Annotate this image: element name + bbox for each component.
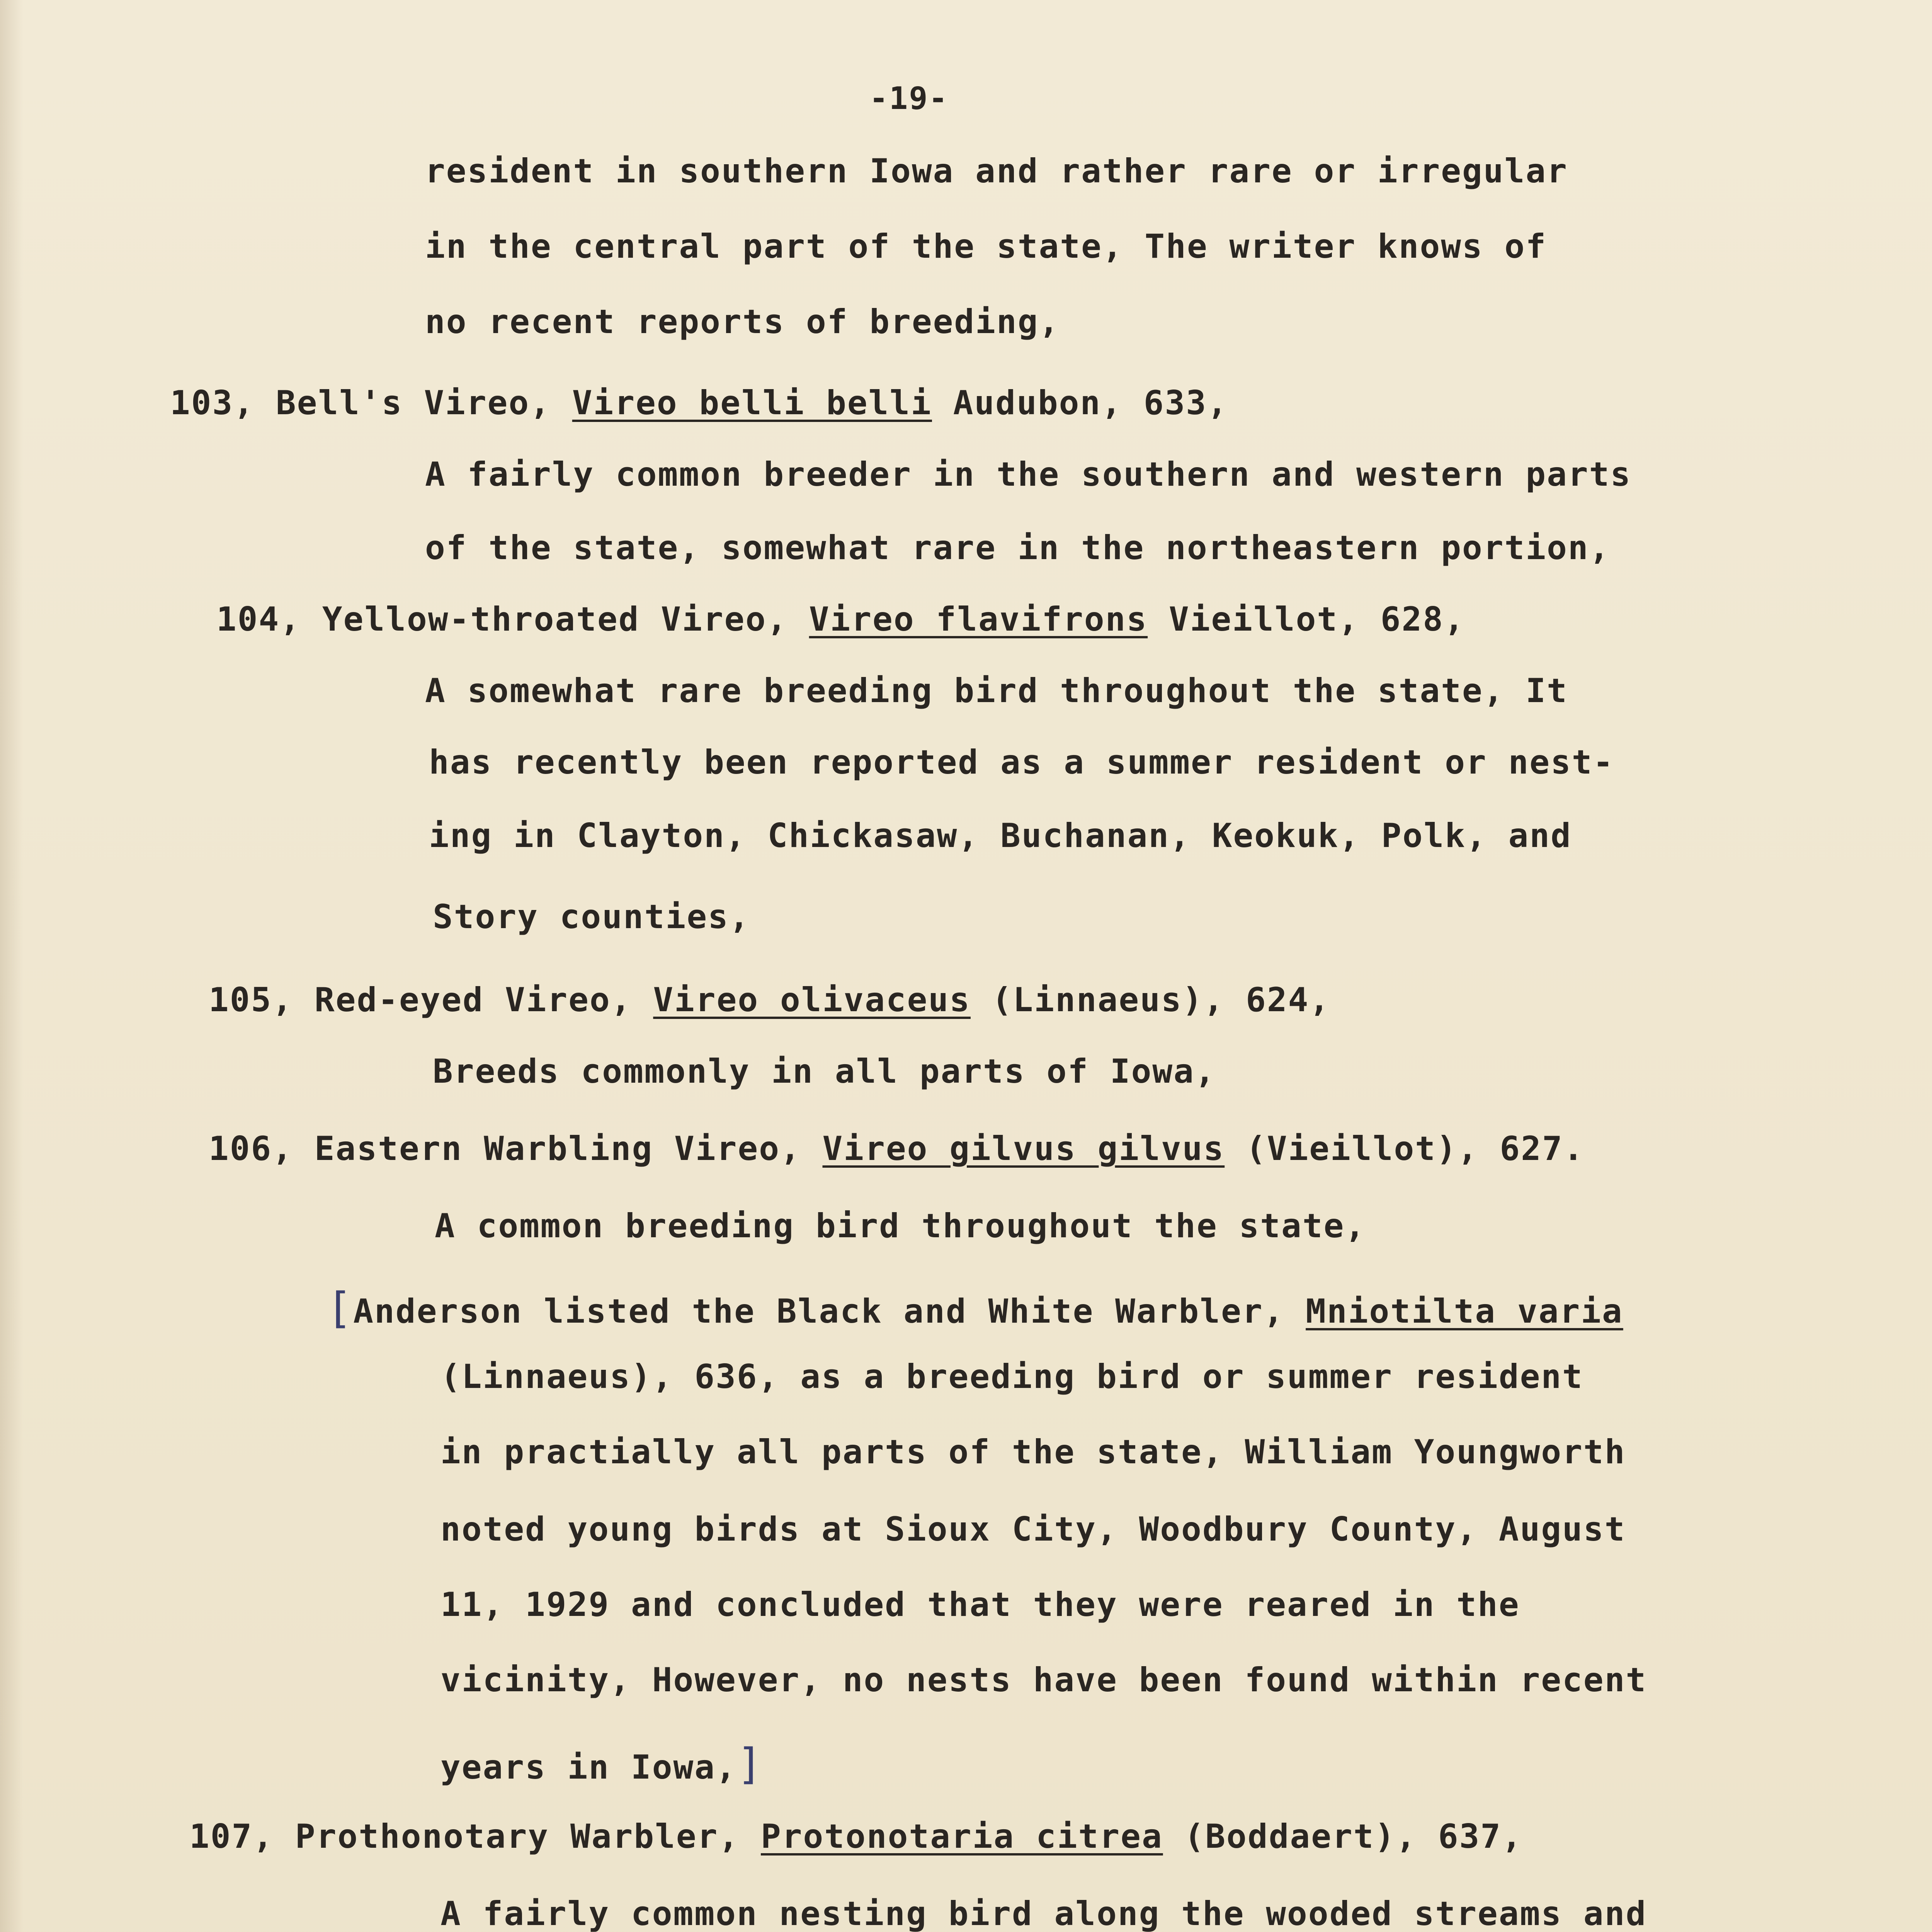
entry-104-heading <box>216 600 1465 639</box>
scientific-name: Protonotaria citrea <box>760 1817 1163 1856</box>
intro-line-2: in the central part of the state, The writer knows of <box>425 227 1547 266</box>
entry-number: 105, <box>209 981 294 1019</box>
note-anderson-line-1 <box>327 1283 1623 1333</box>
note-text: Anderson listed the Black and White Warbler, <box>353 1292 1285 1331</box>
authority: (Boddaert), 637, <box>1184 1817 1523 1856</box>
entry-104-description-4: Story counties, <box>433 898 750 936</box>
note-anderson-line-2: (Linnaeus), 636, as a breeding bird or summer resident <box>440 1357 1583 1396</box>
authority: Vieillot, 628, <box>1168 600 1465 639</box>
scientific-name: Vireo flavifrons <box>809 600 1148 639</box>
entry-103-heading <box>170 386 1228 420</box>
common-name: Eastern Warbling Vireo, <box>314 1129 801 1168</box>
authority: Audubon, 633, <box>953 384 1228 422</box>
authority: (Vieillot), 627. <box>1246 1129 1585 1168</box>
entry-107-description-1: A fairly common nesting bird along the wooded streams and <box>440 1895 1647 1932</box>
entry-106-description-1: A common breeding bird throughout the state, <box>435 1207 1366 1245</box>
entry-105-description-1: Breeds commonly in all parts of Iowa, <box>433 1052 1216 1091</box>
scientific-name: Vireo belli belli <box>572 384 932 422</box>
note-text: years in Iowa, <box>440 1748 737 1787</box>
note-anderson-line-4: noted young birds at Sioux City, Woodbury County, August <box>440 1510 1626 1549</box>
note-anderson-line-7 <box>440 1739 764 1789</box>
close-bracket: ] <box>736 1739 764 1789</box>
intro-line-3: no recent reports of breeding, <box>425 303 1060 341</box>
entry-103-description-2: of the state, somewhat rare in the northeastern portion, <box>425 529 1611 567</box>
common-name: Yellow-throated Vireo, <box>322 600 788 639</box>
note-anderson-line-5: 11, 1929 and concluded that they were reared in the <box>440 1585 1520 1624</box>
entry-104-description-1: A somewhat rare breeding bird throughout the state, It <box>425 672 1568 710</box>
entry-104-description-2: has recently been reported as a summer resident or nest- <box>429 743 1614 782</box>
entry-104-description-3: ing in Clayton, Chickasaw, Buchanan, Keokuk, Polk, and <box>429 816 1572 855</box>
scientific-name: Mniotilta varia <box>1306 1292 1623 1331</box>
note-anderson-line-6: vicinity, However, no nests have been found within recent <box>440 1661 1647 1699</box>
entry-107-heading <box>189 1817 1523 1856</box>
note-anderson-line-3: in practially all parts of the state, William Youngworth <box>440 1433 1626 1471</box>
open-bracket: [ <box>327 1283 354 1333</box>
entry-105-heading <box>209 983 1330 1017</box>
common-name: Prothonotary Warbler, <box>295 1817 740 1856</box>
entry-number: 104, <box>216 600 301 639</box>
scientific-name: Vireo olivaceus <box>653 981 971 1019</box>
entry-number: 106, <box>209 1129 294 1168</box>
scientific-name: Vireo gilvus gilvus <box>822 1129 1225 1168</box>
authority: (Linnaeus), 624, <box>992 981 1331 1019</box>
paper-edge-shadow <box>0 0 23 1932</box>
entry-number: 107, <box>189 1817 274 1856</box>
entry-number: 103, <box>170 384 255 422</box>
entry-103-description-1: A fairly common breeder in the southern and western parts <box>425 455 1632 494</box>
common-name: Bell's Vireo, <box>276 384 551 422</box>
common-name: Red-eyed Vireo, <box>314 981 632 1019</box>
entry-106-heading <box>209 1129 1585 1168</box>
page-number: -19- <box>869 80 949 116</box>
intro-line-1: resident in southern Iowa and rather rare or irregular <box>425 152 1568 190</box>
